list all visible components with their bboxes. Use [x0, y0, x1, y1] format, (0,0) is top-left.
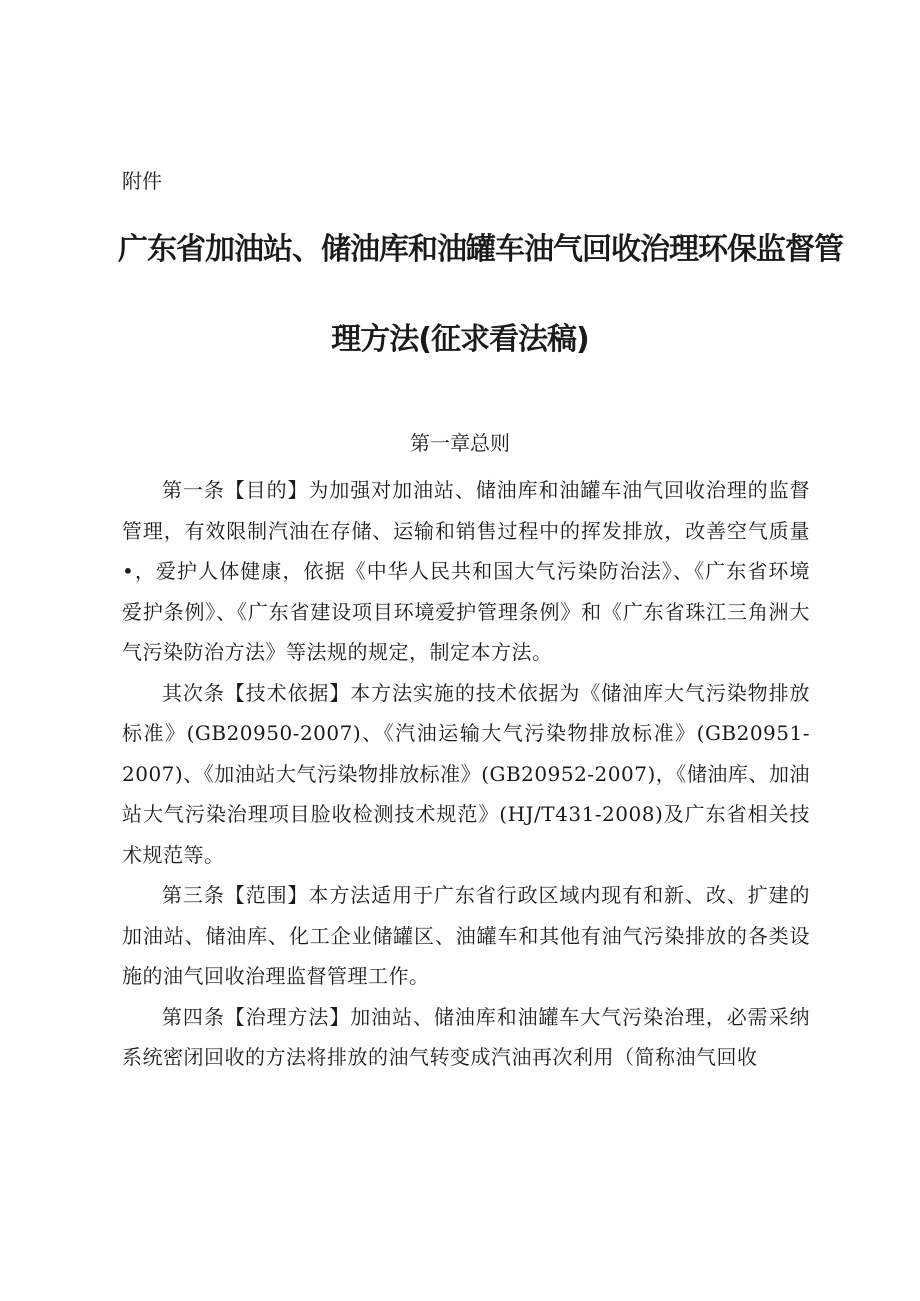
article-3-paragraph: 第三条【范围】本方法适用于广东省行政区域内现有和新、改、扩建的加油站、储油库、化工企业储罐区、油罐车和其他有油气污染排放的各类设施的油气回收治理监督管理工作。: [122, 883, 810, 988]
article-4-paragraph: 第四条【治理方法】加油站、储油库和油罐车大气污染治理，必需采纳系统密闭回收的方法将排放的油气转变成汽油再次利用（简称油气回收: [122, 1004, 810, 1069]
attachment-label: 附件: [122, 169, 162, 193]
document-title-line-2: 理方法(征求看法稿): [331, 322, 589, 357]
article-2-paragraph: 其次条【技术依据】本方法实施的技术依据为《储油库大气污染物排放标准》(GB20950-2007)、《汽油运输大气污染物排放标准》(GB20951-2007)、《加油站大气污染物排放标准》(GB20952-2007)，《储油库、加油站大气污染治理项目脸收检测技术规范》(HJ/T431-2008)及广东省相关技术规范等。: [122, 680, 810, 867]
document-body: [122, 470, 810, 1078]
document-title-line-1: 广东省加油站、储油库和油罐车油气回收治理环保监督管: [118, 232, 843, 267]
article-1-paragraph: 第一条【目的】为加强对加油站、储油库和油罐车油气回收治理的监督管理，有效限制汽油在存储、运输和销售过程中的挥发排放，改善空气质量•，爱护人体健康，依据《中华人民共和国大气污染防治法》、《广东省环境爱护条例》、《广东省建设项目环境爱护管理条例》和《广东省珠江三角洲大气污染防治方法》等法规的规定，制定本方法。: [122, 478, 810, 664]
chapter-heading: 第一章总则: [410, 431, 510, 455]
